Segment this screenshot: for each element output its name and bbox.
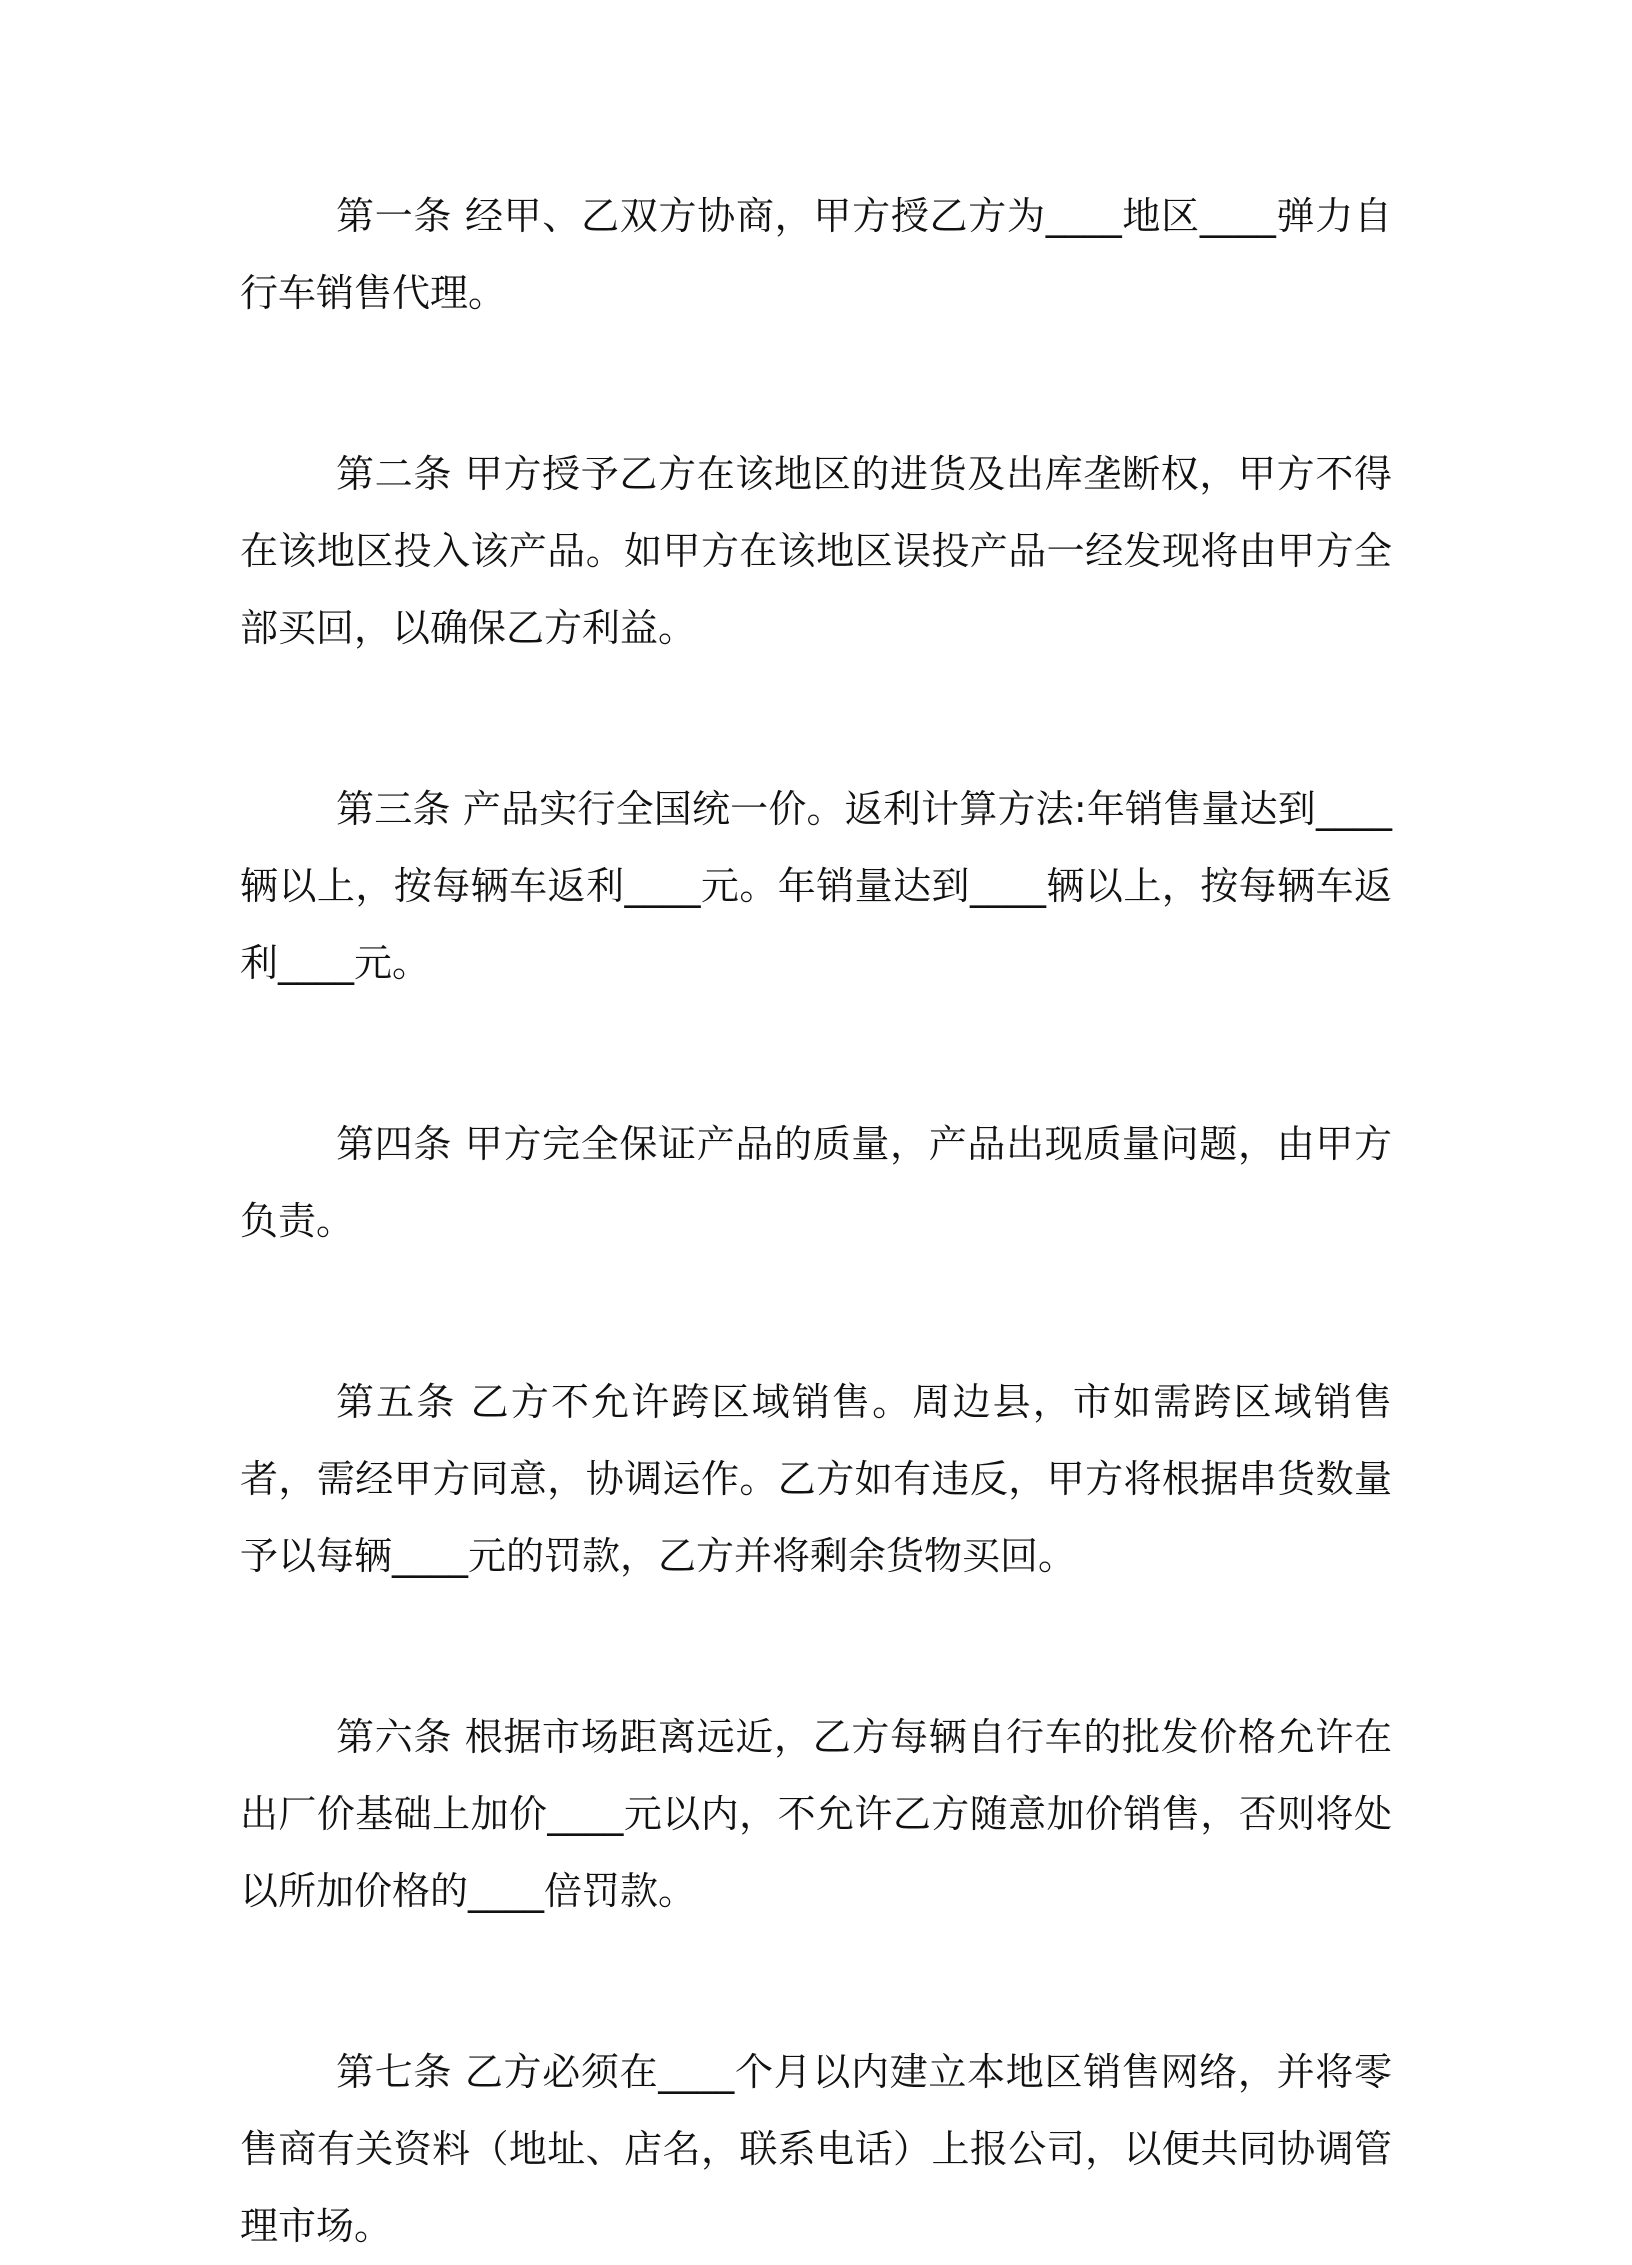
clause-6: 第六条 根据市场距离远近，乙方每辆自行车的批发价格允许在出厂价基础上加价____元以内，不允许乙方随意加价销售，否则将处以所加价格的____倍罚款。 [240,1715,1392,1913]
clause-1: 第一条 经甲、乙双方协商，甲方授乙方为____地区____弹力自行车销售代理。 [240,194,1392,315]
contract-body [240,178,1392,2265]
clause-3: 第三条 产品实行全国统一价。返利计算方法:年销售量达到____辆以上，按每辆车返利____元。年销量达到____辆以上，按每辆车返利____元。 [240,787,1392,985]
clause-7: 第七条 乙方必须在____个月以内建立本地区销售网络，并将零售商有关资料（地址、店名，联系电话）上报公司，以便共同协调管理市场。 [240,2050,1392,2248]
clause-4: 第四条 甲方完全保证产品的质量，产品出现质量问题，由甲方负责。 [240,1122,1392,1243]
clause-5: 第五条 乙方不允许跨区域销售。周边县，市如需跨区域销售者，需经甲方同意，协调运作。乙方如有违反，甲方将根据串货数量予以每辆____元的罚款，乙方并将剩余货物买回。 [240,1380,1392,1578]
clause-2: 第二条 甲方授予乙方在该地区的进货及出库垄断权，甲方不得在该地区投入该产品。如甲方在该地区误投产品一经发现将由甲方全部买回，以确保乙方利益。 [240,452,1392,650]
